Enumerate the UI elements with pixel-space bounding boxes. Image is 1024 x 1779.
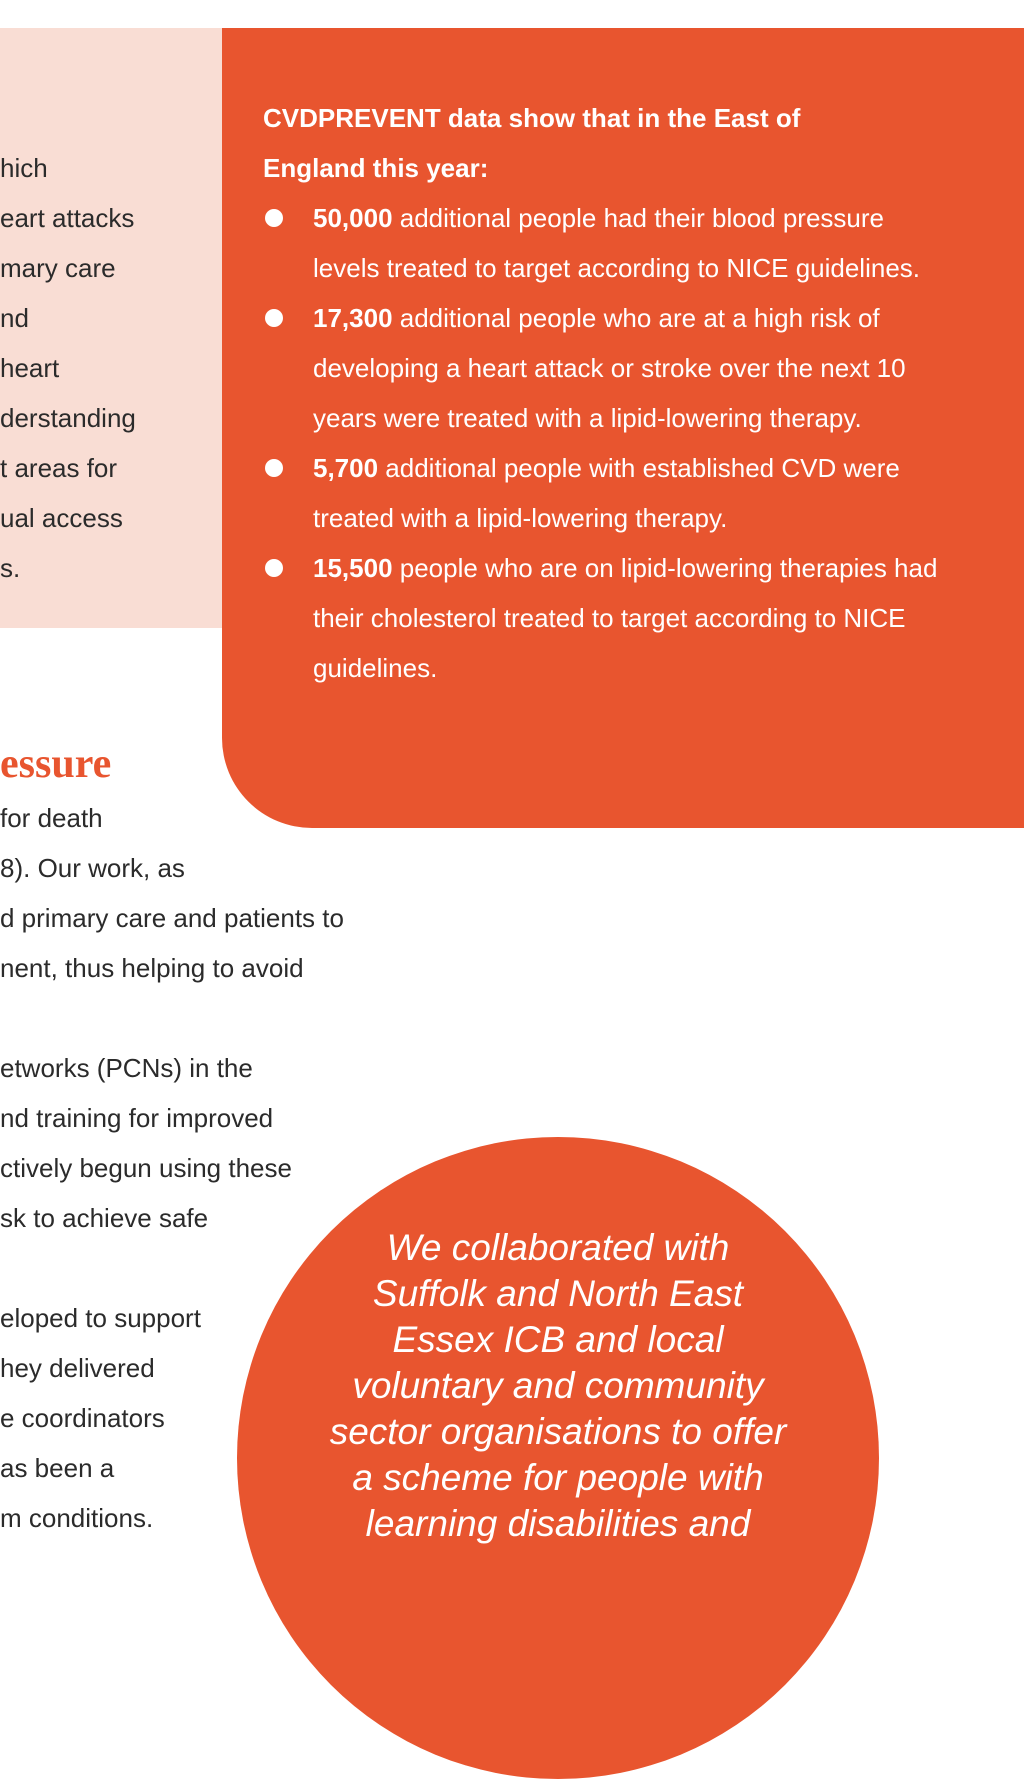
body-line: for death (0, 803, 103, 833)
intro-line: mary care (0, 253, 116, 283)
bullet-icon (265, 209, 283, 227)
quote-line: We collaborated with (386, 1227, 730, 1268)
stat-number: 50,000 (313, 203, 393, 233)
cvd-stat-list (263, 193, 943, 693)
intro-line: eart attacks (0, 203, 135, 233)
intro-line: s. (0, 553, 21, 583)
body-line: e coordinators (0, 1403, 165, 1433)
bullet-icon (265, 459, 283, 477)
intro-line: nd (0, 303, 29, 333)
quote-line: sector organisations to offer (329, 1411, 787, 1452)
body-line: d primary care and patients to (0, 903, 344, 933)
body-line: eloped to support (0, 1303, 201, 1333)
quote-line: Essex ICB and local (392, 1319, 724, 1360)
body-line: as been a (0, 1453, 115, 1483)
stat-number: 15,500 (313, 553, 393, 583)
stat-item (263, 543, 943, 693)
pull-quote (300, 1225, 816, 1547)
body-line: 8). Our work, as (0, 853, 185, 883)
cvd-heading-line: England this year: (263, 153, 489, 183)
body-line: nent, thus helping to avoid (0, 953, 304, 983)
quote-line: learning disabilities and (365, 1503, 751, 1544)
stat-item (263, 193, 943, 293)
intro-line: ual access (0, 503, 123, 533)
intro-line: t areas for (0, 453, 118, 483)
cvd-heading-line: CVDPREVENT data show that in the East of (263, 103, 801, 133)
stat-text: additional people who are at a high risk of developing a heart attack or stroke over the next 10 years were treated with a lipid-lowering therapy. (313, 303, 906, 433)
section-heading: essure (0, 741, 112, 787)
stat-text: additional people had their blood pressure levels treated to target according to NICE guidelines. (313, 203, 921, 283)
stat-item (263, 443, 943, 543)
bullet-icon (265, 559, 283, 577)
stat-text: additional people with established CVD were treated with a lipid-lowering therapy. (313, 453, 900, 533)
intro-line: hich (0, 153, 48, 183)
cvd-box-heading (263, 93, 963, 193)
bullet-icon (265, 309, 283, 327)
body-line: ctively begun using these (0, 1153, 292, 1183)
body-line: hey delivered (0, 1353, 155, 1383)
quote-line: voluntary and community (352, 1365, 764, 1406)
intro-line: heart (0, 353, 60, 383)
quote-line: a scheme for people with (352, 1457, 764, 1498)
stat-number: 5,700 (313, 453, 379, 483)
body-line: m conditions. (0, 1503, 154, 1533)
intro-line: derstanding (0, 403, 136, 433)
body-line: etworks (PCNs) in the (0, 1053, 253, 1083)
quote-line: Suffolk and North East (372, 1273, 744, 1314)
stat-text: people who are on lipid-lowering therapies had their cholesterol treated to target according to NICE guidelines. (313, 553, 938, 683)
body-line: sk to achieve safe (0, 1203, 209, 1233)
body-line: nd training for improved (0, 1103, 274, 1133)
stat-item (263, 293, 943, 443)
stat-number: 17,300 (313, 303, 393, 333)
